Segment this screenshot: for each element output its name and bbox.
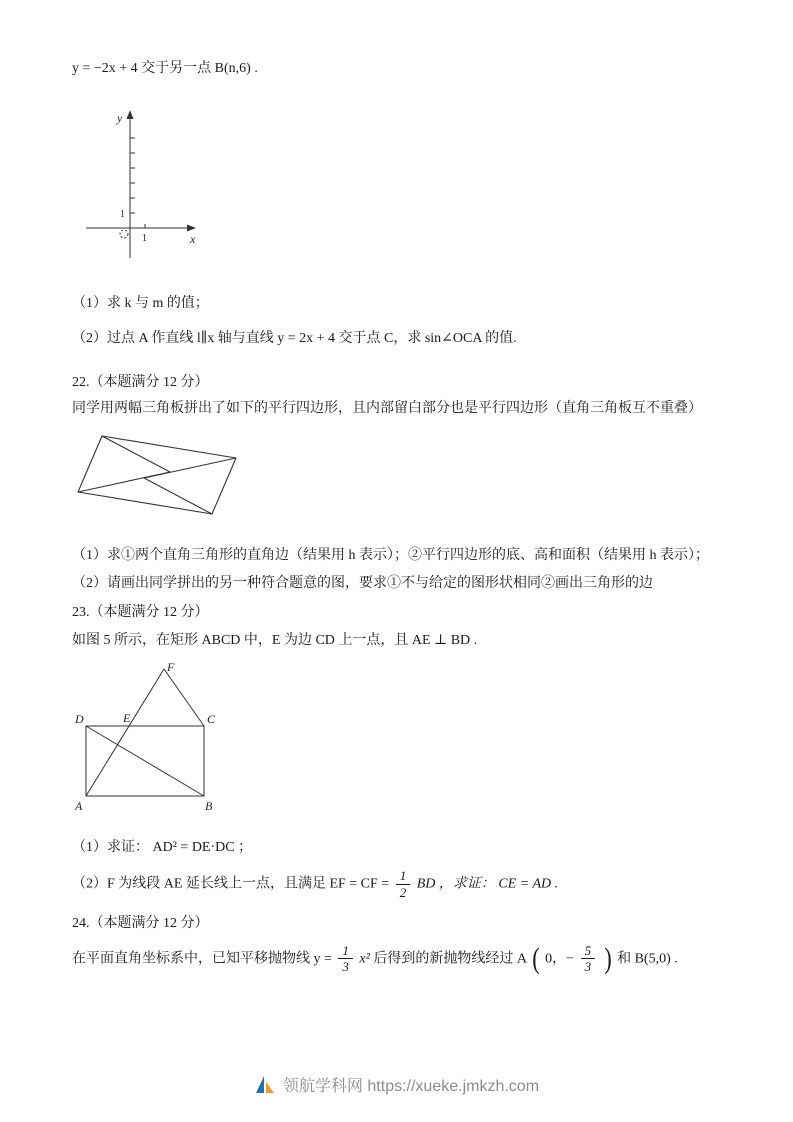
q23-part2-post: BD ，求证： CE = AD . bbox=[416, 876, 559, 892]
fraction-denominator: 3 bbox=[584, 959, 592, 975]
q22-part1: （1）求①两个直角三角形的直角边（结果用 h 表示）；②平行四边形的底、高和面积（结果用 h 表示）； bbox=[72, 547, 709, 563]
y-axis-label: y bbox=[117, 111, 123, 126]
footer-site-text: 领航学科网 https://xueke.jmkzh.com bbox=[282, 1078, 540, 1095]
segment-fc bbox=[164, 669, 204, 726]
point-label-a: A bbox=[75, 798, 83, 813]
close-paren: ) bbox=[603, 941, 612, 975]
logo-sail-left bbox=[256, 1076, 264, 1093]
fraction-five-thirds bbox=[581, 944, 596, 974]
q24-point-a-inner: 0，− bbox=[545, 950, 575, 966]
q23-description: 如图 5 所示，在矩形 ABCD 中，E 为边 CD 上一点，且 AE ⊥ BD . bbox=[72, 633, 478, 649]
q24-pre: 在平面直角坐标系中，已知平移抛物线 y = bbox=[72, 950, 332, 966]
page-footer bbox=[0, 1073, 793, 1096]
q22-part2: （2）请画出同学拼出的另一种符合题意的图，要求①不与给定的图形状相同②画出三角形的边 bbox=[72, 576, 653, 592]
q23-part2 bbox=[72, 869, 723, 899]
point-label-c: C bbox=[207, 711, 216, 726]
fraction-numerator: 5 bbox=[581, 944, 596, 960]
q22-description: 同学用两幅三角板拼出了如下的平行四边形，且内部留白部分也是平行四边形（直角三角板互不重叠） bbox=[72, 400, 702, 416]
logo-sail-right bbox=[266, 1082, 274, 1093]
origin-circle bbox=[120, 230, 128, 238]
q24-header: 24.（本题满分 12 分） bbox=[72, 916, 209, 932]
rectangle-abcd-figure bbox=[74, 659, 224, 817]
diagonal-db bbox=[86, 726, 204, 796]
q24-x-squared: x² bbox=[359, 950, 370, 966]
q21-part1: （1）求 k 与 m 的值； bbox=[72, 296, 209, 312]
q24-mid: 后得到的新抛物线经过 A bbox=[373, 950, 527, 966]
q22-header: 22.（本题满分 12 分） bbox=[72, 375, 209, 391]
site-logo-icon bbox=[254, 1075, 276, 1095]
y-axis-arrow-icon bbox=[127, 110, 134, 119]
x-axis-tick-label: 1 bbox=[142, 233, 147, 245]
fraction-numerator: 1 bbox=[338, 944, 353, 960]
coordinate-axes-figure bbox=[78, 106, 203, 271]
q23-part2-pre: （2）F 为线段 AE 延长线上一点，且满足 EF = CF = bbox=[72, 876, 390, 892]
q21-part2: （2）过点 A 作直线 l∥x 轴与直线 y = 2x + 4 交于点 C，求 sin∠OCA 的值. bbox=[72, 330, 517, 346]
x-axis-label: x bbox=[190, 232, 196, 247]
q23-header: 23.（本题满分 12 分） bbox=[72, 604, 209, 620]
q23-part1: （1）求证： AD² = DE·DC ； bbox=[72, 839, 253, 855]
open-paren: ( bbox=[531, 941, 540, 975]
fraction-one-third bbox=[338, 944, 353, 974]
y-axis-tick-label: 1 bbox=[120, 209, 125, 221]
fraction-numerator: 1 bbox=[396, 869, 411, 885]
fraction-denominator: 3 bbox=[342, 959, 349, 975]
point-label-f: F bbox=[167, 659, 175, 674]
q24-statement bbox=[72, 941, 723, 975]
intro-line: y = −2x + 4 交于另一点 B(n,6) . bbox=[72, 61, 258, 76]
fraction-denominator: 2 bbox=[399, 884, 407, 900]
x-axis-arrow-icon bbox=[187, 225, 196, 232]
parallelogram-triangles-figure bbox=[74, 428, 244, 533]
point-label-e: E bbox=[123, 710, 131, 725]
fraction-one-half bbox=[396, 869, 411, 899]
point-label-d: D bbox=[75, 711, 84, 726]
q24-post: 和 B(5,0) . bbox=[617, 950, 678, 966]
point-label-b: B bbox=[205, 798, 213, 813]
